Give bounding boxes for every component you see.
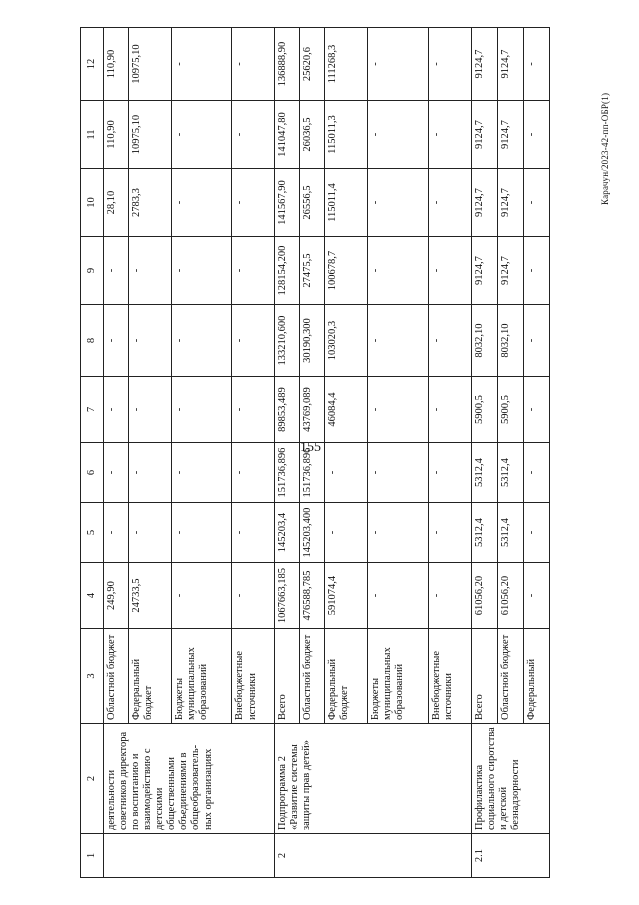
header-cell: 11	[81, 101, 104, 169]
value-cell: -	[232, 101, 275, 169]
value-cell: -	[104, 377, 129, 443]
value-cell: -	[523, 443, 549, 503]
header-cell: 1	[81, 834, 104, 878]
value-cell: -	[104, 237, 129, 305]
program-name-cell: деятельности советников директора по воспитанию и взаимодействию с детскими общественными объединениями в общеобразователь-ных организациях	[104, 724, 275, 834]
value-cell: 5312,4	[471, 443, 497, 503]
funding-source-cell: Всего	[471, 629, 497, 724]
header-cell: 7	[81, 377, 104, 443]
value-cell: 111268,3	[325, 28, 368, 101]
budget-table	[80, 27, 550, 878]
row-number-cell: 2.1	[471, 834, 549, 878]
value-cell: 5312,4	[471, 503, 497, 563]
value-cell: -	[232, 503, 275, 563]
value-cell: -	[523, 28, 549, 101]
funding-source-cell: Всего	[275, 629, 300, 724]
value-cell: -	[232, 169, 275, 237]
value-cell: -	[232, 563, 275, 629]
value-cell: 26556,5	[300, 169, 325, 237]
table-row	[471, 28, 497, 878]
value-cell: 5900,5	[497, 377, 523, 443]
value-cell: 5312,4	[497, 503, 523, 563]
value-cell: -	[129, 305, 172, 377]
value-cell: -	[368, 101, 429, 169]
value-cell: 110,90	[104, 28, 129, 101]
value-cell: -	[325, 503, 368, 563]
value-cell: -	[129, 503, 172, 563]
value-cell: -	[171, 563, 232, 629]
document-code: Карачун/2023-42-пп-ОБР(1)	[600, 92, 610, 205]
value-cell: 24733,5	[129, 563, 172, 629]
funding-source-cell: Бюджеты муниципальных образований	[368, 629, 429, 724]
value-cell: 110,90	[104, 101, 129, 169]
value-cell: 115011,3	[325, 101, 368, 169]
value-cell: -	[428, 237, 471, 305]
header-cell: 2	[81, 724, 104, 834]
value-cell: -	[523, 377, 549, 443]
value-cell: 26036,5	[300, 101, 325, 169]
funding-source-cell: Федеральный бюджет	[129, 629, 172, 724]
value-cell: -	[171, 443, 232, 503]
value-cell: 25620,6	[300, 28, 325, 101]
value-cell: 145203,4	[275, 503, 300, 563]
value-cell: 9124,7	[471, 237, 497, 305]
value-cell: 61056,20	[497, 563, 523, 629]
value-cell: 249,90	[104, 563, 129, 629]
value-cell: 10975,10	[129, 28, 172, 101]
value-cell: 151736,896	[275, 443, 300, 503]
value-cell: 9124,7	[497, 237, 523, 305]
value-cell: -	[171, 28, 232, 101]
value-cell: -	[368, 503, 429, 563]
header-cell: 6	[81, 443, 104, 503]
table-header-row	[81, 28, 104, 878]
value-cell: 43769,089	[300, 377, 325, 443]
value-cell: 9124,7	[497, 28, 523, 101]
value-cell: -	[428, 377, 471, 443]
value-cell: -	[368, 169, 429, 237]
value-cell: 28,10	[104, 169, 129, 237]
value-cell: 8032,10	[497, 305, 523, 377]
value-cell: -	[428, 305, 471, 377]
program-name-cell: Подпрограмма 2 «Развитие системы защиты прав детей»	[275, 724, 471, 834]
value-cell: 1067663,185	[275, 563, 300, 629]
header-cell: 9	[81, 237, 104, 305]
value-cell: 591074,4	[325, 563, 368, 629]
value-cell: 115011,4	[325, 169, 368, 237]
row-number-cell	[104, 834, 275, 878]
value-cell: -	[368, 305, 429, 377]
value-cell: -	[104, 443, 129, 503]
page-number: 155	[300, 440, 321, 455]
value-cell: 133210,600	[275, 305, 300, 377]
value-cell: 100678,7	[325, 237, 368, 305]
value-cell: 128154,200	[275, 237, 300, 305]
value-cell: -	[171, 237, 232, 305]
value-cell: -	[368, 377, 429, 443]
header-cell: 3	[81, 629, 104, 724]
value-cell: -	[523, 563, 549, 629]
header-cell: 8	[81, 305, 104, 377]
budget-table-rotated	[80, 28, 550, 878]
value-cell: 9124,7	[471, 169, 497, 237]
value-cell: 5312,4	[497, 443, 523, 503]
value-cell: 5900,5	[471, 377, 497, 443]
value-cell: -	[171, 377, 232, 443]
value-cell: 476588,785	[300, 563, 325, 629]
value-cell: 89853,489	[275, 377, 300, 443]
header-cell: 12	[81, 28, 104, 101]
value-cell: 61056,20	[471, 563, 497, 629]
value-cell: -	[428, 169, 471, 237]
value-cell: -	[232, 377, 275, 443]
value-cell: 103020,3	[325, 305, 368, 377]
value-cell: -	[368, 237, 429, 305]
value-cell: 8032,10	[471, 305, 497, 377]
value-cell: 9124,7	[471, 101, 497, 169]
table-row	[104, 28, 129, 878]
budget-table-container	[80, 28, 550, 878]
value-cell: -	[232, 305, 275, 377]
funding-source-cell: Федеральный бюджет	[325, 629, 368, 724]
header-cell: 5	[81, 503, 104, 563]
header-cell: 10	[81, 169, 104, 237]
value-cell: -	[171, 305, 232, 377]
value-cell: 151736,896	[300, 443, 325, 503]
funding-source-cell: Федеральный	[523, 629, 549, 724]
value-cell: -	[129, 443, 172, 503]
value-cell: -	[368, 28, 429, 101]
value-cell: -	[129, 237, 172, 305]
value-cell: 27475,5	[300, 237, 325, 305]
value-cell: -	[428, 28, 471, 101]
value-cell: -	[232, 237, 275, 305]
table-row	[275, 28, 300, 878]
row-number-cell: 2	[275, 834, 471, 878]
value-cell: -	[368, 563, 429, 629]
value-cell: 46084,4	[325, 377, 368, 443]
value-cell: -	[523, 503, 549, 563]
funding-source-cell: Областной бюджет	[497, 629, 523, 724]
value-cell: -	[104, 305, 129, 377]
funding-source-cell: Внебюджетные источники	[428, 629, 471, 724]
value-cell: -	[232, 443, 275, 503]
value-cell: 141567,90	[275, 169, 300, 237]
program-name-cell: Профилактика социального сиротства и детской безнадзорности	[471, 724, 549, 834]
value-cell: 9124,7	[497, 101, 523, 169]
funding-source-cell: Внебюджетные источники	[232, 629, 275, 724]
value-cell: 30190,300	[300, 305, 325, 377]
value-cell: -	[129, 377, 172, 443]
value-cell: -	[325, 443, 368, 503]
value-cell: -	[523, 305, 549, 377]
value-cell: -	[428, 563, 471, 629]
funding-source-cell: Областной бюджет	[104, 629, 129, 724]
value-cell: -	[104, 503, 129, 563]
value-cell: -	[232, 28, 275, 101]
value-cell: -	[368, 443, 429, 503]
value-cell: -	[428, 503, 471, 563]
value-cell: 2783,3	[129, 169, 172, 237]
value-cell: -	[428, 443, 471, 503]
funding-source-cell: Областной бюджет	[300, 629, 325, 724]
value-cell: 10975,10	[129, 101, 172, 169]
value-cell: -	[523, 169, 549, 237]
value-cell: 136888,90	[275, 28, 300, 101]
value-cell: 141047,80	[275, 101, 300, 169]
value-cell: -	[171, 169, 232, 237]
header-cell: 4	[81, 563, 104, 629]
value-cell: 9124,7	[471, 28, 497, 101]
value-cell: 145203,400	[300, 503, 325, 563]
value-cell: -	[523, 237, 549, 305]
value-cell: -	[171, 101, 232, 169]
value-cell: -	[171, 503, 232, 563]
value-cell: -	[523, 101, 549, 169]
funding-source-cell: Бюджеты муниципальных образований	[171, 629, 232, 724]
value-cell: 9124,7	[497, 169, 523, 237]
value-cell: -	[428, 101, 471, 169]
